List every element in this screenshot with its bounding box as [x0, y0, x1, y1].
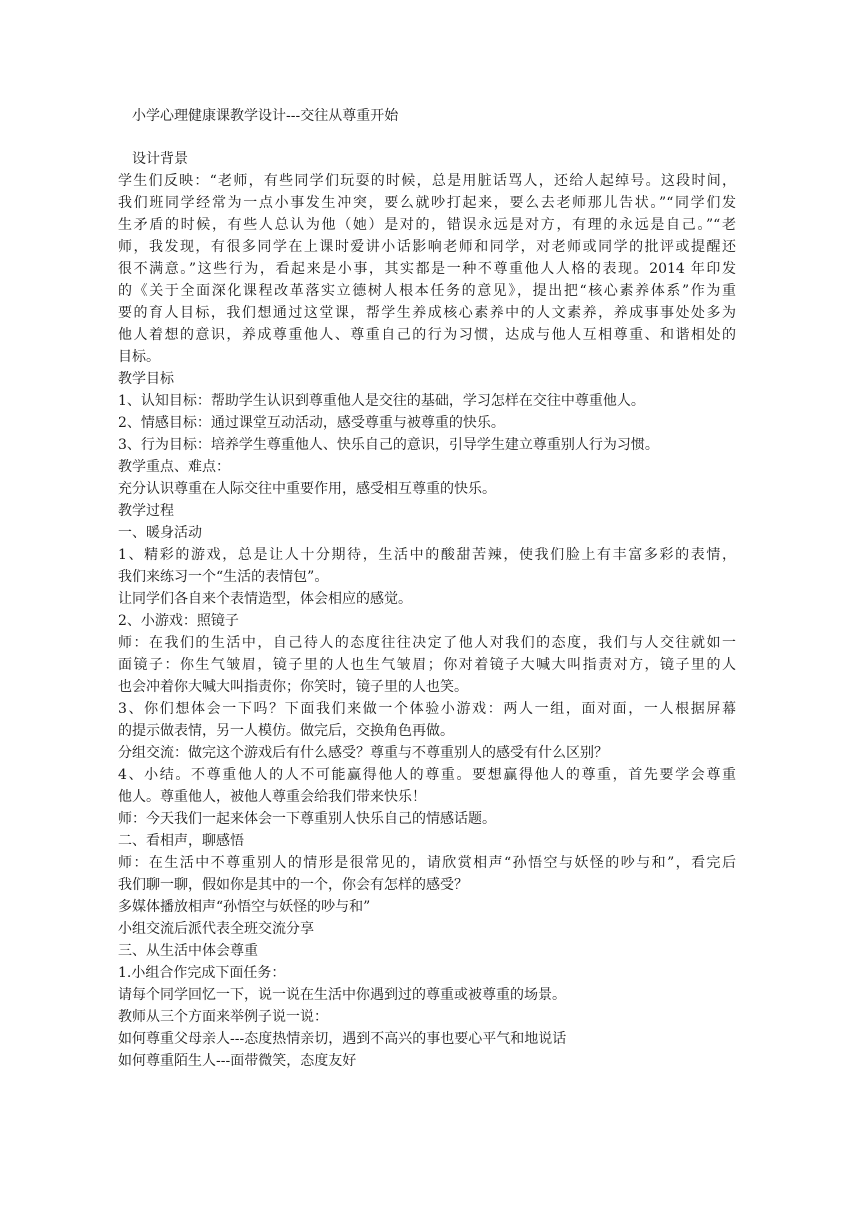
- text-line: 教师从三个方面来举例子说一说：: [118, 1009, 328, 1025]
- text-line: 也会冲着你大喊大叫指责你；你笑时，镜子里的人也笑。: [118, 679, 468, 695]
- text-line: 教学目标: [118, 371, 174, 387]
- text-line: 如何尊重父母亲人---态度热情亲切，遇到不高兴的事也要心平气和地说话: [118, 1031, 567, 1047]
- text-line: 教学重点、难点：: [118, 459, 230, 475]
- text-line: 1、认知目标：帮助学生认识到尊重他人是交往的基础，学习怎样在交往中尊重他人。: [118, 393, 645, 409]
- text-line: 多媒体播放相声“孙悟空与妖怪的吵与和”: [118, 899, 371, 915]
- text-line: 面镜子：你生气皱眉，镜子里的人也生气皱眉；你对着镜子大喊大叫指责对方，镜子里的人: [118, 657, 736, 673]
- text-line: 生矛盾的时候，有些人总认为他（她）是对的，错误永远是对方，有理的永远是自己。”“老: [118, 217, 736, 233]
- text-line: 2、小游戏：照镜子: [118, 613, 239, 629]
- text-line: 的提示做表情，另一人模仿。做完后，交换角色再做。: [118, 723, 454, 739]
- document-body: [118, 148, 736, 1072]
- text-line: 师：在我们的生活中，自己待人的态度往往决定了他人对我们的态度，我们与人交往就如一: [118, 635, 736, 651]
- text-line: 1、精彩的游戏，总是让人十分期待，生活中的酸甜苦辣，使我们脸上有丰富多彩的表情，: [118, 547, 736, 563]
- text-line: 1.小组合作完成下面任务：: [118, 965, 286, 981]
- text-line: 充分认识尊重在人际交往中重要作用，感受相互尊重的快乐。: [118, 481, 496, 497]
- text-line: 一、暖身活动: [118, 525, 202, 541]
- text-line: 很不满意。”这些行为，看起来是小事，其实都是一种不尊重他人人格的表现。2014 年印发: [118, 261, 736, 277]
- text-line: 他人着想的意识，养成尊重他人、尊重自己的行为习惯，达成与他人互相尊重、和谐相处的: [118, 327, 736, 343]
- text-line: 如何尊重陌生人---面带微笑，态度友好: [118, 1053, 357, 1069]
- text-line: 师：今天我们一起来体会一下尊重别人快乐自己的情感话题。: [118, 811, 496, 827]
- text-line: 2、情感目标：通过课堂互动活动，感受尊重与被尊重的快乐。: [118, 415, 505, 431]
- text-line: 请每个同学回忆一下，说一说在生活中你遇到过的尊重或被尊重的场景。: [118, 987, 566, 1003]
- text-line: 让同学们各自来个表情造型，体会相应的感觉。: [118, 591, 412, 607]
- text-line: 三、从生活中体会尊重: [118, 943, 258, 959]
- document-title: 小学心理健康课教学设计---交往从尊重开始: [132, 108, 399, 124]
- text-line: 要的育人目标，我们想通过这堂课，帮学生养成核心素养中的人文素养，养成事事处处多为: [118, 305, 736, 321]
- text-line: 3、行为目标：培养学生尊重他人、快乐自己的意识，引导学生建立尊重别人行为习惯。: [118, 437, 659, 453]
- text-line: 3、你们想体会一下吗？下面我们来做一个体验小游戏：两人一组，面对面，一人根据屏幕: [118, 701, 736, 717]
- text-line: 目标。: [118, 349, 160, 365]
- text-line: 师，我发现，有很多同学在上课时爱讲小话影响老师和同学，对老师或同学的批评或提醒还: [118, 239, 736, 255]
- text-line: 师：在生活中不尊重别人的情形是很常见的，请欣赏相声“孙悟空与妖怪的吵与和”，看完后: [118, 855, 736, 871]
- text-line: 的《关于全面深化课程改革落实立德树人根本任务的意见》，提出把“核心素养体系”作为重: [118, 283, 736, 299]
- text-line: 我们班同学经常为一点小事发生冲突，要么就吵打起来，要么去老师那儿告状。”“同学们发: [118, 195, 736, 211]
- text-line: 4、小结。不尊重他人的人不可能赢得他人的尊重。要想赢得他人的尊重，首先要学会尊重: [118, 767, 736, 783]
- text-line: 他人。尊重他人，被他人尊重会给我们带来快乐！: [118, 789, 426, 805]
- text-line: 我们来练习一个“生活的表情包”。: [118, 569, 329, 585]
- text-line: 我们聊一聊，假如你是其中的一个，你会有怎样的感受？: [118, 877, 468, 893]
- text-line: 小组交流后派代表全班交流分享: [118, 921, 314, 937]
- text-line: 教学过程: [118, 503, 174, 519]
- text-line: 二、看相声，聊感悟: [118, 833, 244, 849]
- text-line: 分组交流：做完这个游戏后有什么感受？尊重与不尊重别人的感受有什么区别？: [118, 745, 608, 761]
- text-line: 设计背景: [132, 151, 188, 167]
- text-line: 学生们反映：“老师，有些同学们玩耍的时候，总是用脏话骂人，还给人起绰号。这段时间，: [118, 173, 736, 189]
